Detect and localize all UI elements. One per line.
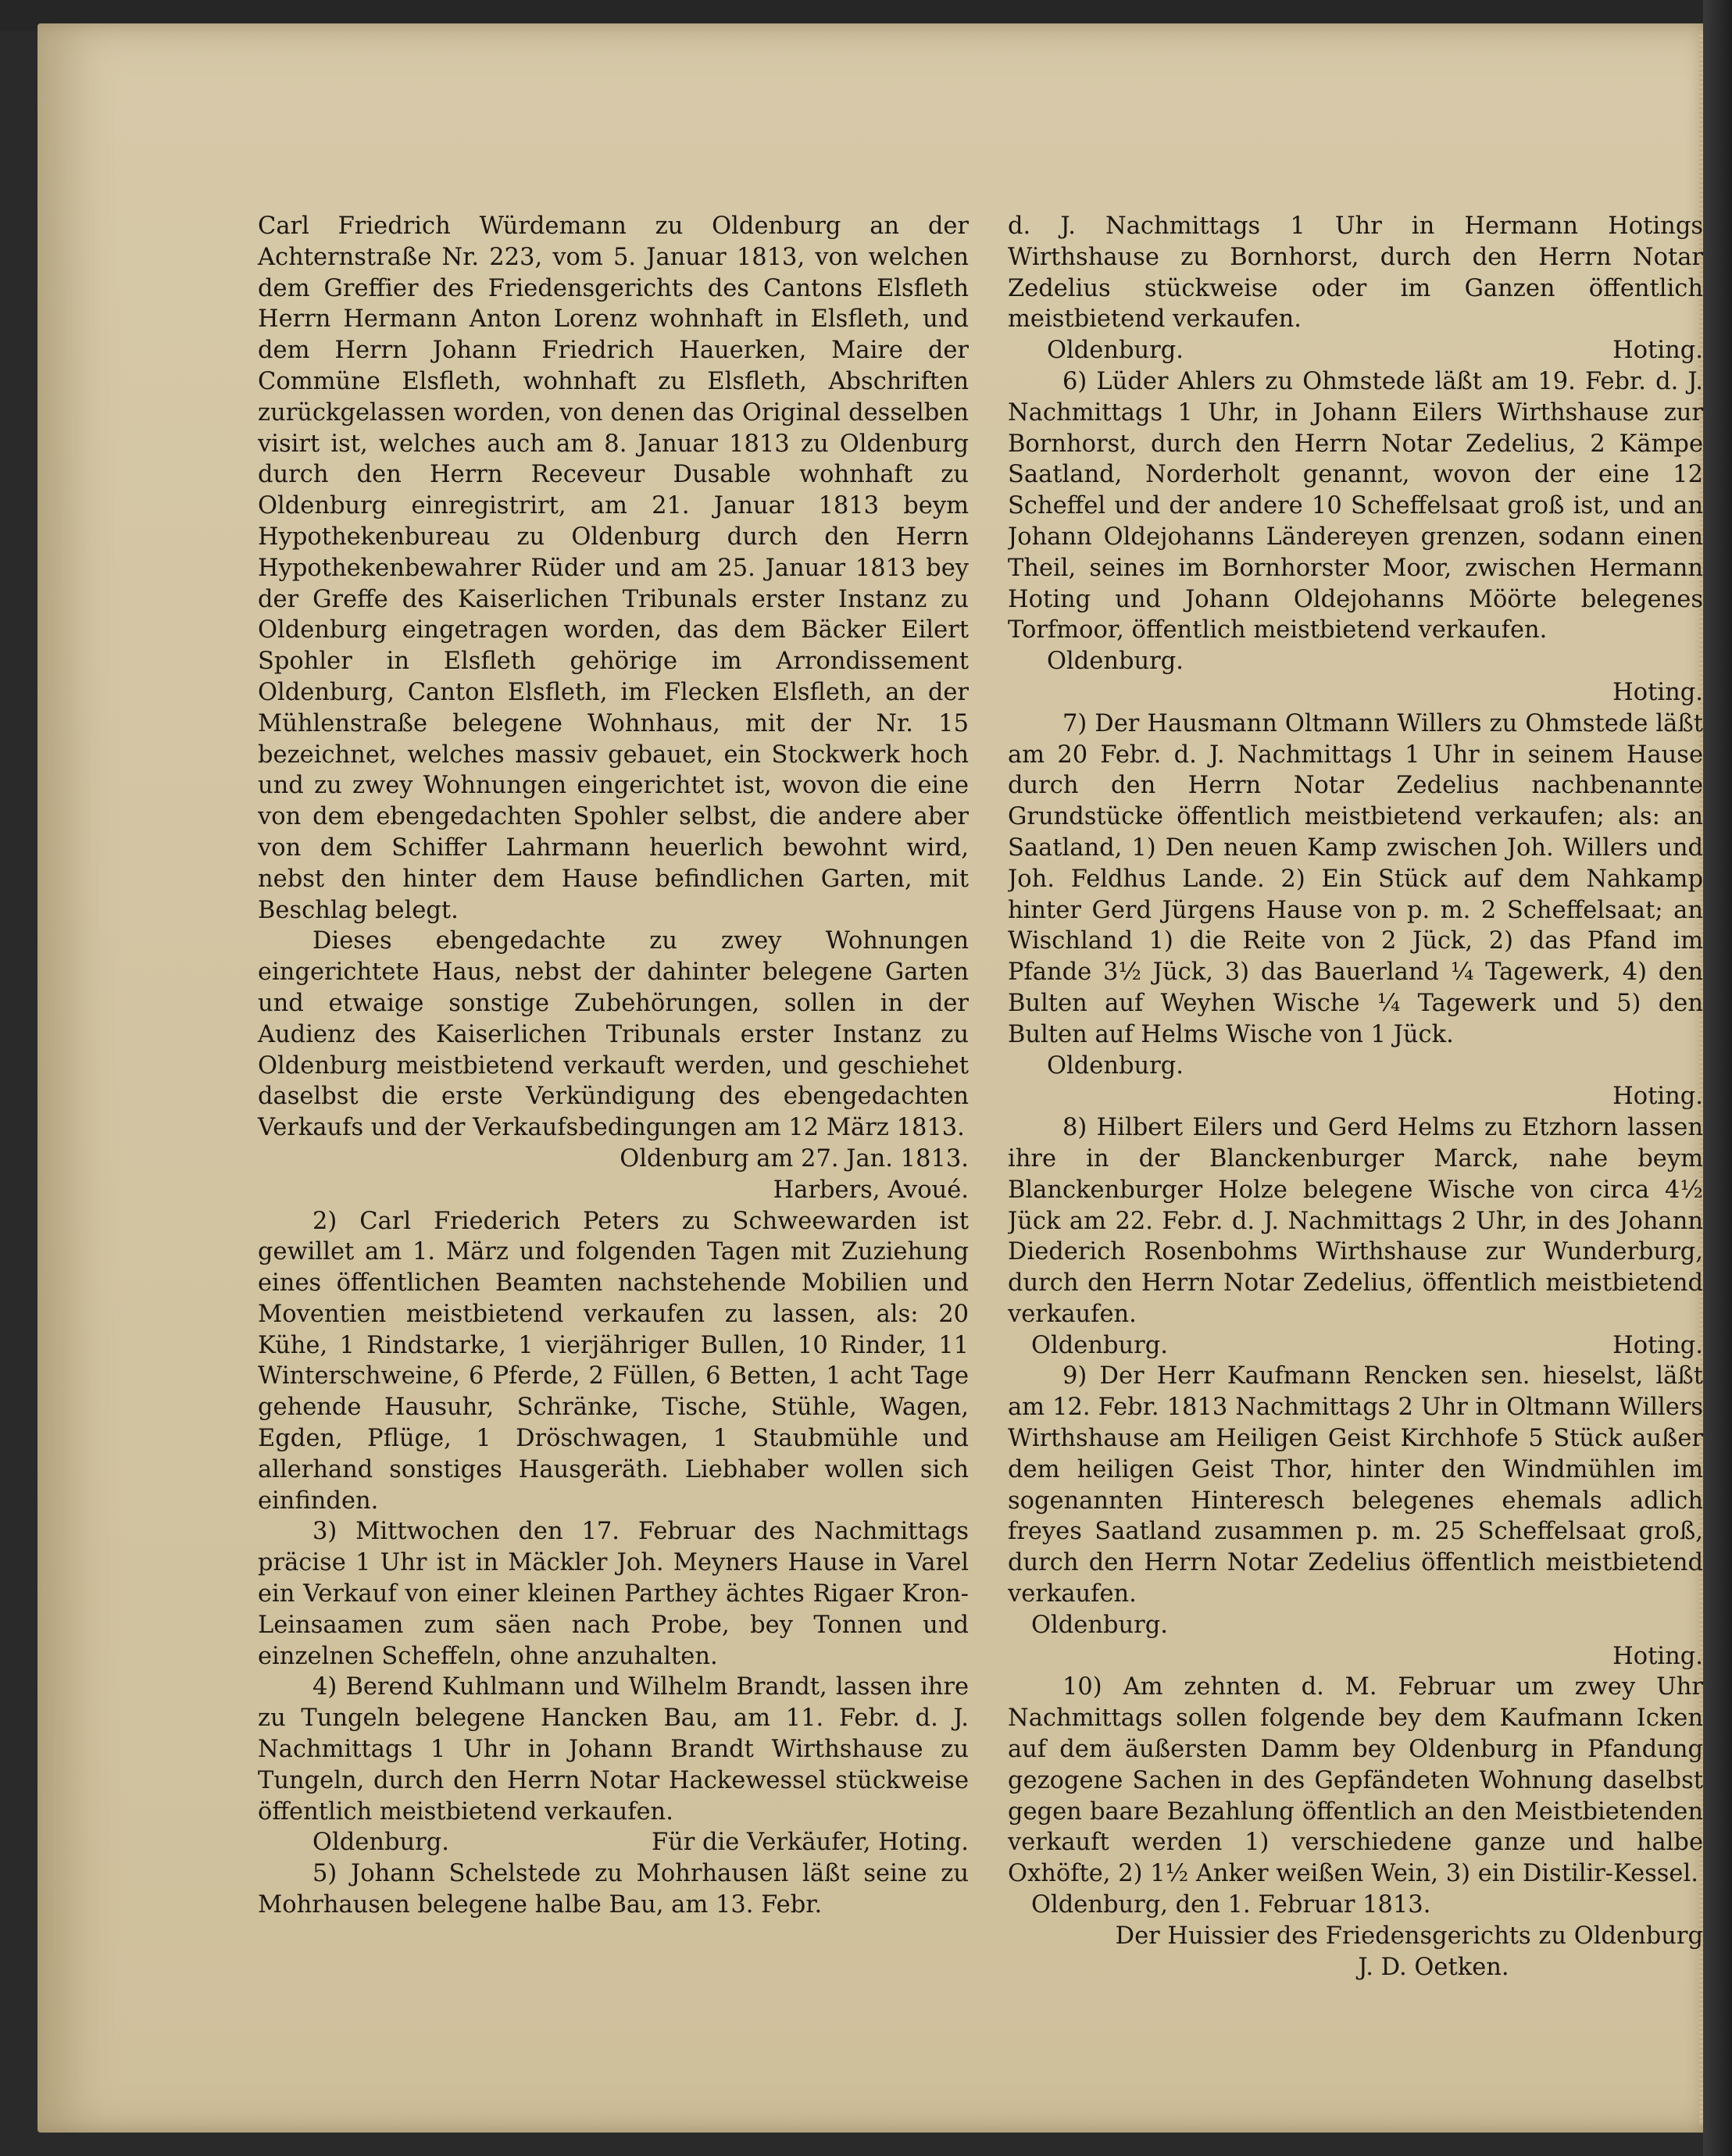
- notice-5-signature: Hoting.: [1612, 337, 1703, 365]
- right-column: [1008, 211, 1703, 1983]
- notice-4-footer: [258, 1827, 969, 1858]
- notice-5-footer: [1008, 335, 1703, 366]
- notice-4-signature: Für die Verkäufer, Hoting.: [651, 1829, 969, 1857]
- notice-8-place: Oldenburg.: [1031, 1331, 1168, 1359]
- notice-5-place: Oldenburg.: [1047, 337, 1184, 365]
- notice-10-signature-name: J. D. Oetken.: [1358, 1953, 1509, 1981]
- notice-8-footer: [1008, 1330, 1703, 1362]
- notice-8-eilers-helms: 8) Hilbert Eilers und Gerd Helms zu Etzhorn lassen ihre in der Blanckenburger Marck, nahe beym Blanckenburger Holze belegene Wische von circa 4½ Jück am 22. Febr. d. J. Nachmittags 2 Uhr, in des Johann Diederich Rosenbohms Wirthshause zur Wunderburg, durch den Herrn Notar Zedelius, öffentlich meistbietend verkaufen.: [1008, 1114, 1703, 1328]
- notice-5-continued: d. J. Nachmittags 1 Uhr in Hermann Hotings Wirthshause zu Bornhorst, durch den Herrn Notar Zedelius stückweise oder im Ganzen öffentlich meistbietend verkaufen.: [1008, 212, 1703, 334]
- notice-5-schelstede: 5) Johann Schelstede zu Mohrhausen läßt seine zu Mohrhausen belegene halbe Bau, am 13. Febr.: [258, 1860, 969, 1919]
- notice-10-icken: 10) Am zehnten d. M. Februar um zwey Uhr Nachmittags sollen folgende bey dem Kaufmann Icken auf dem äußersten Damm bey Oldenburg in Pfandung gezogene Sachen in des Gepfändeten Wohnung daselbst gegen baare Bezahlung öffentlich an den Meistbietenden verkauft werden 1) verschiedene ganze und halbe Oxhöfte, 2) 1½ Anker weißen Wein, 3) ein Distilir-Kessel.: [1008, 1673, 1703, 1888]
- notice-9-place: Oldenburg.: [1031, 1611, 1168, 1639]
- notice-6-signature: Hoting.: [1612, 678, 1703, 706]
- notice-9-rencken: 9) Der Herr Kaufmann Rencken sen. hieselst, läßt am 12. Febr. 1813 Nachmittags 2 Uhr in Oltmann Willers Wirthshause am Heiligen Geist Kirchhofe 5 Stück außer dem heiligen Geist Thor, hinter den Windmühlen im sogenannten Hinteresch belegenes ehemals adlich freyes Saatland zusammen p. m. 25 Scheffelsaat groß, durch den Herrn Notar Zedelius öffentlich meistbietend verkaufen.: [1008, 1362, 1703, 1608]
- notice-sale-announcement: Dieses ebengedachte zu zwey Wohnungen eingerichtete Haus, nebst der dahinter belegene Garten und etwaige sonstige Zubehörungen, sollen in der Audienz des Kaiserlichen Tribunals erster Instanz zu Oldenburg meistbietend verkauft werden, und geschiehet daselbst die erste Verkündigung des ebengedachten Verkaufs und der Verkaufsbedingungen am 12 März 1813.: [258, 927, 969, 1142]
- notice-7-signature: Hoting.: [1612, 1083, 1703, 1111]
- notice-6-ahlers: 6) Lüder Ahlers zu Ohmstede läßt am 19. Febr. d. J. Nachmittags 1 Uhr, in Johann Eilers Wirthshause zur Bornhorst, durch den Herrn Notar Zedelius, 2 Kämpe Saatland, Norderholt genannt, wovon der eine 12 Scheffel und der andere 10 Scheffelsaat groß ist, und an Johann Oldejohanns Ländereyen grenzen, sodann einen Theil, seines im Bornhorster Moor, zwischen Hermann Hoting und Johann Oldejohanns Möörte belegenes Torfmoor, öffentlich meistbietend verkaufen.: [1008, 367, 1703, 644]
- notice-wuerdemann-seizure: Carl Friedrich Würdemann zu Oldenburg an der Achternstraße Nr. 223, vom 5. Januar 1813, von welchen dem Greffier des Friedensgerichts des Cantons Elsfleth Herrn Hermann Anton Lorenz wohnhaft in Elsfleth, und dem Herrn Johann Friedrich Hauerken, Maire der Commüne Elsfleth, wohnhaft zu Elsfleth, Abschriften zurückgelassen worden, von denen das Original desselben visirt ist, welches auch am 8. Januar 1813 zu Oldenburg durch den Herrn Receveur Dusable wohnhaft zu Oldenburg einregistrirt, am 21. Januar 1813 beym Hypothekenbureau zu Oldenburg durch den Herrn Hypothekenbewahrer Rüder und am 25. Januar 1813 bey der Greffe des Kaiserlichen Tribunals erster Instanz zu Oldenburg eingetragen worden, das dem Bäcker Eilert Spohler in Elsfleth gehörige im Arrondissement Oldenburg, Canton Elsfleth, im Flecken Elsfleth, an der Mühlenstraße belegene Wohnhaus, mit der Nr. 15 bezeichnet, welches massiv gebauet, ein Stockwerk hoch und zu zwey Wohnungen eingerichtet ist, wovon die eine von dem ebengedachten Spohler selbst, die andere aber von dem Schiffer Lahrmann heuerlich bewohnt wird, nebst den hinter dem Hause befindlichen Garten, mit Beschlag belegt.: [258, 212, 969, 924]
- notice-7-place: Oldenburg.: [1047, 1051, 1184, 1080]
- notice-10-signature-title: Der Huissier des Friedensgerichts zu Oldenburg: [1115, 1922, 1703, 1950]
- notice-4-place: Oldenburg.: [312, 1829, 449, 1857]
- notice-2-peters: 2) Carl Friederich Peters zu Schweewarden ist gewillet am 1. März und folgenden Tagen mit Zuziehung eines öffentlichen Beamten nachstehende Mobilien und Moventien meistbietend verkaufen zu lassen, als: 20 Kühe, 1 Rindstarke, 1 vierjähriger Bullen, 10 Rinder, 11 Winterschweine, 6 Pferde, 2 Füllen, 6 Betten, 1 acht Tage gehende Hausuhr, Schränke, Tische, Stühle, Wagen, Egden, Pflüge, 1 Dröschwagen, 1 Staubmühle und allerhand sonstiges Hausgeräth. Liebhaber wollen sich einfinden.: [258, 1207, 969, 1515]
- notice-6-place: Oldenburg.: [1047, 648, 1184, 676]
- notice-signature-harbers: Harbers, Avoué.: [773, 1176, 969, 1204]
- notice-7-willers: 7) Der Hausmann Oltmann Willers zu Ohmstede läßt am 20 Febr. d. J. Nachmittags 1 Uhr in seinem Hause durch den Herrn Notar Zedelius nachbenannte Grundstücke öffentlich meistbietend verkaufen; als: an Saatland, 1) Den neuen Kamp zwischen Joh. Willers und Joh. Feldhus Lande. 2) Ein Stück auf dem Nahkamp hinter Gerd Jürgens Hause von p. m. 2 Scheffelsaat; an Wischland 1) die Reite von 2 Jück, 2) das Pfand im Pfande 3½ Jück, 3) das Bauerland ¼ Tagewerk, 4) den Bulten auf Weyhen Wische ¼ Tagewerk und 5) den Bulten auf Helms Wische von 1 Jück.: [1008, 709, 1703, 1048]
- notice-3-meyners: 3) Mittwochen den 17. Februar des Nachmittags präcise 1 Uhr ist in Mäckler Joh. Meyners Hause in Varel ein Verkauf von einer kleinen Parthey ächtes Rigaer Kron-Leinsaamen zum säen nach Probe, bey Tonnen und einzelnen Scheffeln, ohne anzuhalten.: [258, 1518, 969, 1670]
- left-column: [258, 211, 969, 1921]
- notice-4-kuhlmann-brandt: 4) Berend Kuhlmann und Wilhelm Brandt, lassen ihre zu Tungeln belegene Hancken Bau, am 11. Febr. d. J. Nachmittags 1 Uhr in Johann Brandt Wirthshause zu Tungeln, durch den Herrn Notar Hackewessel stückweise öffentlich meistbietend verkaufen.: [258, 1673, 969, 1826]
- notice-9-signature: Hoting.: [1612, 1642, 1703, 1670]
- notice-8-signature: Hoting.: [1612, 1331, 1703, 1359]
- scan-backdrop-right: [1703, 0, 1732, 2156]
- notice-place-date: Oldenburg am 27. Jan. 1813.: [620, 1144, 969, 1173]
- notice-10-place-date: Oldenburg, den 1. Februar 1813.: [1031, 1891, 1431, 1919]
